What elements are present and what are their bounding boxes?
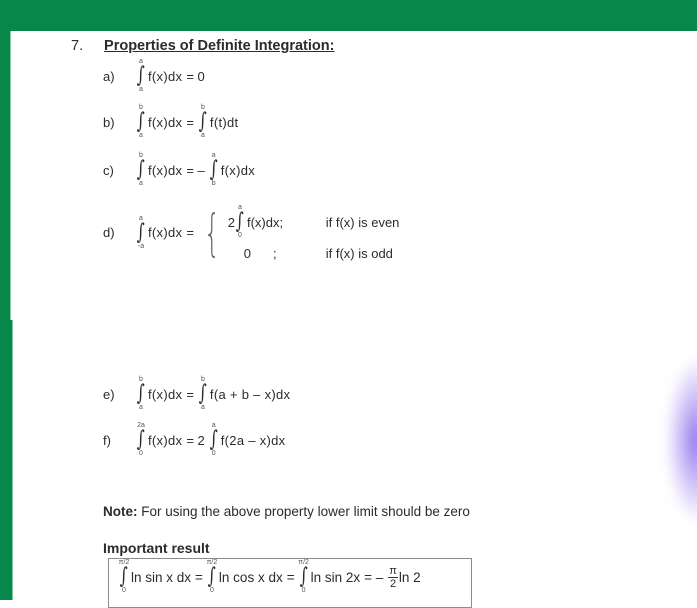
integral-sign-icon: b ∫ a	[198, 104, 207, 139]
integral-sign-icon: a ∫ b	[209, 152, 218, 187]
integrand-rhs: f(a + b – x)dx	[209, 386, 291, 402]
item-label: c)	[103, 162, 114, 178]
integrand-rhs: f(2a – x)dx	[220, 432, 286, 448]
fraction-pi-over-2: $\frac{\pi}{2}$	[389, 564, 397, 590]
important-result-title: Important result	[103, 540, 210, 556]
property-e	[103, 376, 290, 412]
integrand-rhs: f(t)dt	[209, 114, 239, 130]
integral-sign-icon: b ∫ a	[136, 376, 146, 411]
integrand: f(x)dx	[148, 114, 183, 130]
important-result-box: π/2 ∫ 0 ln sin x dx = π/2 ∫ 0 ln cos x dx = π/2 ∫ 0 ln sin 2x = – $\frac{\pi}{2}$ ln 2	[108, 558, 472, 608]
item-label: b)	[103, 114, 115, 130]
integrand: f(x)dx	[148, 162, 183, 178]
section-number: 7.	[71, 38, 84, 54]
property-f	[103, 422, 285, 458]
integral-sign-icon: a ∫ -a	[136, 214, 146, 250]
result-tail: ln 2	[398, 569, 421, 585]
item-label: e)	[103, 386, 115, 402]
equals: = –	[186, 162, 205, 178]
equals: =	[186, 386, 194, 402]
integral-sign-icon: a ∫ a	[136, 58, 146, 93]
property-c	[103, 152, 255, 188]
case-odd: 0 ; if f(x) is odd	[243, 246, 393, 261]
brace-icon: {	[203, 203, 220, 262]
integral-sign-icon: a ∫ 0	[209, 422, 218, 457]
term-2: ln cos x dx	[218, 569, 283, 585]
integrand-rhs: f(x)dx	[220, 162, 256, 178]
integral-sign-icon: b ∫ a	[198, 376, 207, 411]
integrand: f(x)dx	[148, 432, 183, 448]
section-title: Properties of Definite Integration:	[104, 38, 335, 54]
piecewise-cases	[198, 204, 400, 261]
equals: =	[186, 114, 194, 130]
condition-odd: if f(x) is odd	[325, 246, 393, 261]
note-text: For using the above property lower limit should be zero	[137, 504, 470, 519]
integral-sign-icon: b ∫ a	[136, 152, 146, 187]
term-1: ln sin x dx	[131, 569, 192, 585]
integral-sign-icon: 2a ∫ 0	[136, 422, 146, 457]
rhs: = 0	[186, 68, 205, 84]
property-d	[103, 204, 399, 261]
equals: = 2	[186, 432, 205, 448]
note-label: Note:	[103, 504, 138, 519]
section-heading	[71, 38, 334, 54]
integral-sign-icon: b ∫ a	[136, 104, 146, 139]
integrand: f(x)dx	[148, 225, 183, 240]
item-label: a)	[103, 68, 115, 84]
item-label: d)	[103, 225, 115, 240]
property-a	[103, 58, 209, 94]
note	[103, 504, 470, 519]
integrand: f(x)dx	[148, 386, 183, 402]
edge-glow	[667, 360, 697, 520]
case-even: 2 a ∫ 0 f(x)dx; if f(x) is even	[227, 204, 400, 239]
integral-sign-icon: π/2 ∫ 0	[118, 559, 130, 594]
condition-even: if f(x) is even	[325, 214, 400, 230]
left-green-band-lower	[0, 320, 13, 600]
property-b	[103, 104, 238, 140]
integral-sign-icon: π/2 ∫ 0	[298, 559, 309, 594]
term-3: ln sin 2x	[310, 569, 361, 585]
top-green-band	[0, 0, 697, 31]
integral-sign-icon: π/2 ∫ 0	[206, 559, 218, 594]
integrand: f(x)dx	[148, 68, 183, 84]
integral-sign-icon: a ∫ 0	[235, 204, 244, 239]
item-label: f)	[103, 432, 111, 448]
equals: =	[186, 225, 194, 240]
